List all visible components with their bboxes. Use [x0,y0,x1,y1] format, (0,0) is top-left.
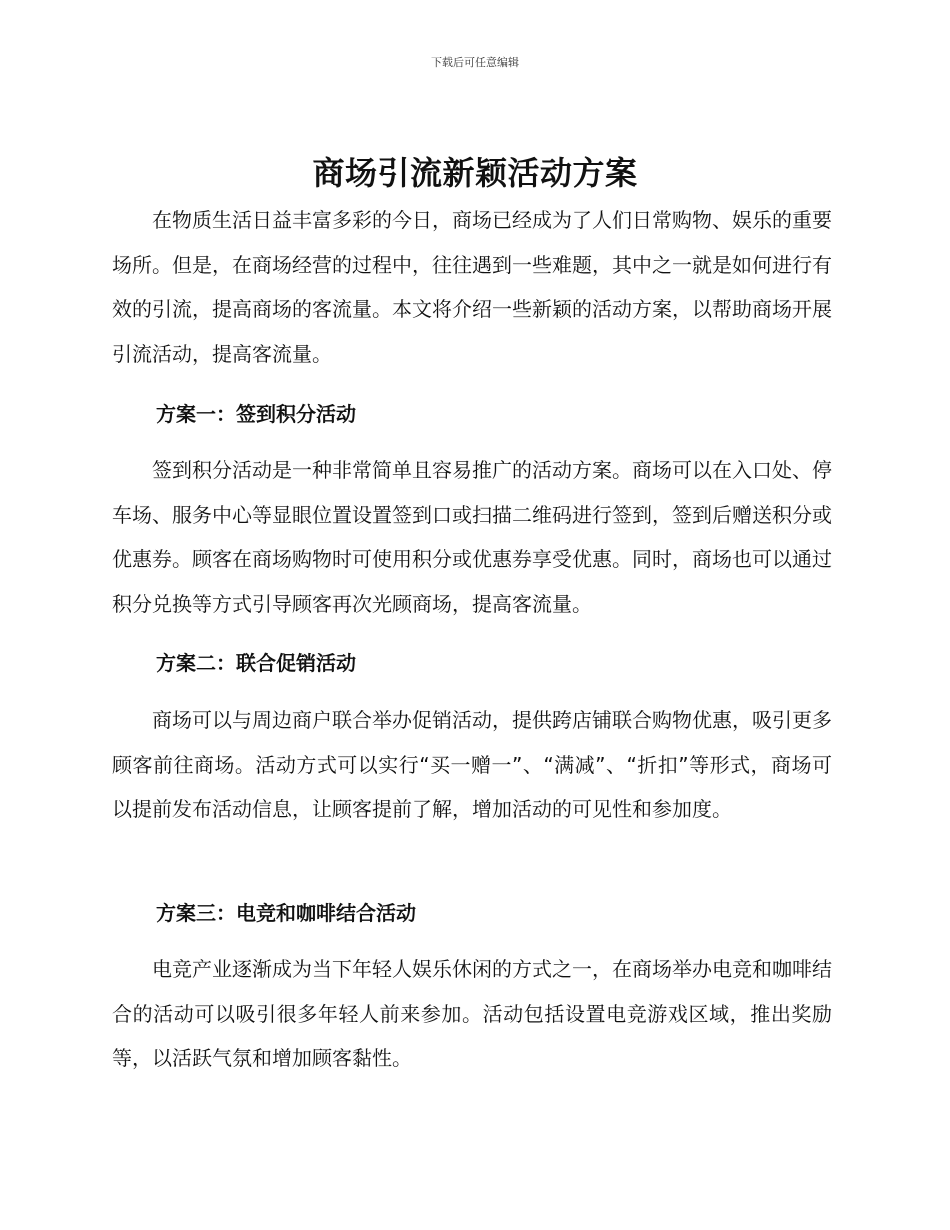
section-heading-1: 方案一：签到积分活动 [156,402,356,426]
header-note: 下载后可任意编辑 [431,56,519,69]
section-body-2: 商场可以与周边商户联合举办促销活动，提供跨店铺联合购物优惠，吸引更多顾客前往商场。活动方式可以实行“买一赠一”、“满减”、“折扣”等形式，商场可以提前发布活动信息，让顾客提前了解，增加活动的可见性和参加度。 [112,708,832,821]
section-body-1: 签到积分活动是一种非常简单且容易推广的活动方案。商场可以在入口处、停车场、服务中心等显眼位置设置签到口或扫描二维码进行签到，签到后赠送积分或优惠券。顾客在商场购物时可使用积分或优惠券享受优惠。同时，商场也可以通过积分兑换等方式引导顾客再次光顾商场，提高客流量。 [112,458,832,616]
section-body-3: 电竞产业逐渐成为当下年轻人娱乐休闲的方式之一，在商场举办电竞和咖啡结合的活动可以吸引很多年轻人前来参加。活动包括设置电竞游戏区域，推出奖励等，以活跃气氛和增加顾客黏性。 [112,957,832,1070]
intro-paragraph: 在物质生活日益丰富多彩的今日，商场已经成为了人们日常购物、娱乐的重要场所。但是，在商场经营的过程中，往往遇到一些难题，其中之一就是如何进行有效的引流，提高商场的客流量。本文将介绍一些新颖的活动方案，以帮助商场开展引流活动，提高客流量。 [112,208,832,366]
section-heading-3: 方案三：电竞和咖啡结合活动 [156,901,416,925]
section-heading-2: 方案二：联合促销活动 [156,651,356,675]
document-title: 商场引流新颖活动方案 [312,154,638,192]
